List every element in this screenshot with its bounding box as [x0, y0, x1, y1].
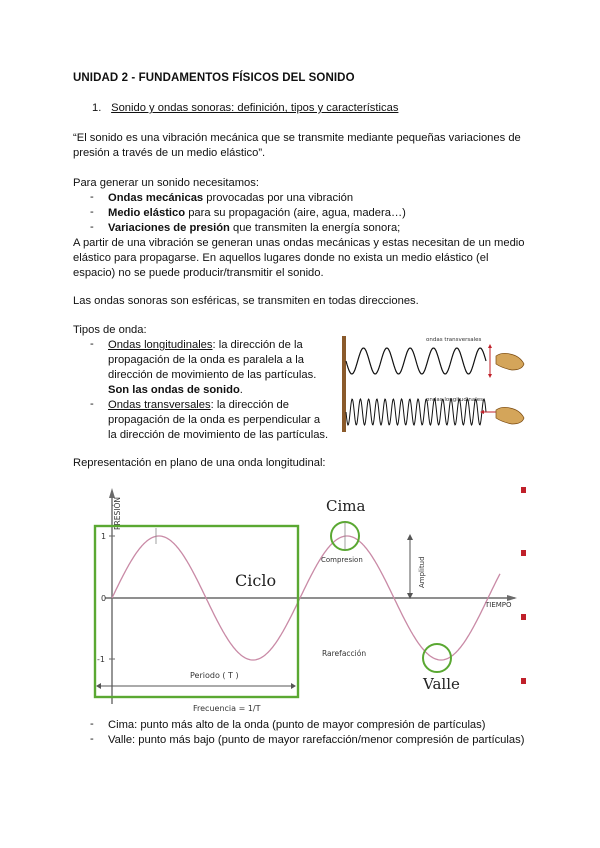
- y-tick: 0: [101, 594, 107, 603]
- need-item: Variaciones de presión que transmiten la energía sonora;: [108, 222, 401, 234]
- margin-marker: [521, 678, 526, 684]
- amplitud-label: Amplitud: [418, 556, 426, 588]
- compresion-label: Compresion: [321, 556, 363, 564]
- types-intro: Tipos de onda:: [73, 324, 147, 336]
- wave-type-transverse: Ondas transversales: la dirección de: [108, 399, 289, 411]
- y-tick: -1: [97, 655, 105, 664]
- page-title: UNIDAD 2 - FUNDAMENTOS FÍSICOS DEL SONIDO: [73, 72, 355, 84]
- cima-label: Cima: [326, 497, 366, 515]
- section-heading-text: Sonido y ondas sonoras: definición, tipos y características: [111, 102, 399, 114]
- periodo-label: Periodo ( T ): [190, 671, 239, 680]
- wave-type-longitudinal: Ondas longitudinales: la dirección de la: [108, 339, 303, 351]
- valle-circle: [423, 644, 451, 672]
- definition-line-2: presión a través de un medio elástico”.: [73, 147, 266, 159]
- x-axis-label: TIEMPO: [485, 601, 512, 609]
- valle-label: Valle: [423, 675, 460, 693]
- ciclo-label: Ciclo: [235, 571, 277, 590]
- section-heading: [92, 101, 398, 116]
- need-item: Ondas mecánicas provocadas por una vibración: [108, 192, 354, 204]
- propagation-line-2: elástico para propagarse. En aquellos lugares donde no exista un medio elástico (el: [73, 252, 489, 264]
- rarefaccion-label: Rarefacción: [322, 649, 367, 658]
- spherical-text: Las ondas sonoras son esféricas, se transmiten en todas direcciones.: [73, 295, 419, 307]
- representation-intro: Representación en plano de una onda longitudinal:: [73, 457, 326, 469]
- label-longitudinal: ondas longitudinales: [426, 397, 484, 403]
- margin-marker: [521, 487, 526, 493]
- propagation-line-3: espacio) no se puede producir/transmitir el sonido.: [73, 267, 324, 279]
- label-transverse: ondas transversales: [426, 337, 482, 343]
- bullet-cima: Cima: punto más alto de la onda (punto de mayor compresión de partículas): [108, 719, 486, 731]
- margin-marker: [521, 614, 526, 620]
- bullet-valle: Valle: punto más bajo (punto de mayor rarefacción/menor compresión de partículas): [108, 734, 525, 746]
- document-page: UNIDAD 2 - FUNDAMENTOS FÍSICOS DEL SONIDO 1. Sonido y ondas sonoras: definición, tipos y características “El sonido es una vibración mecánica que se transmite mediante pequeñas variaciones de presión a través de un medio elástico”. Para generar un sonido necesitamos: - Ondas mecánicas provocadas por una vibración - Medio elástico para su propagación (aire, agua, madera…) - Variaciones de presión que transmiten la energía sonora; A partir de una vibración se generan unas ondas mecánicas y estas necesitan de un medio elástico para propagarse. En aquellos lugares donde no exista un medio elástico (el espacio) no se puede producir/transmitir el sonido. Las ondas sonoras son esféricas, se transmiten en todas direcciones. Tipos de onda: - Ondas longitudinales: la dirección de la propagación de la onda es paralela a la dirección de movimiento de las partículas. Son las ondas de sonido. - Ondas transversales: la dirección de propagación de la onda es perpendicular a la dirección de movimiento de las partículas. ondas transversales ondas longitudinales Representación en plano de una onda longitudinal: PRESIÓN TIEMPO 1 0 -1 Ciclo Periodo ( T ) Frecuencia = 1/T Cima Compresion Amplitud Rarefacción Valle - Cima: punto más alto de la onda (punto de mayor compresión de partículas) - Valle: punto más bajo (punto de mayor rarefacción/menor compresión de partículas): [0, 0, 600, 848]
- need-item: Medio elástico para su propagación (aire, agua, madera…): [108, 207, 406, 219]
- margin-marker: [521, 550, 526, 556]
- section-number: 1.: [92, 102, 102, 114]
- pressure-time-plot: [85, 478, 525, 714]
- propagation-line-1: A partir de una vibración se generan unas ondas mecánicas y estas necesitan de un medio: [73, 237, 525, 249]
- wave-types-figure: [340, 330, 530, 434]
- definition-line-1: “El sonido es una vibración mecánica que se transmite mediante pequeñas variaciones de: [73, 132, 521, 144]
- frecuencia-label: Frecuencia = 1/T: [193, 704, 261, 713]
- wall: [342, 336, 346, 432]
- needs-intro: Para generar un sonido necesitamos:: [73, 177, 259, 189]
- y-axis-label: PRESIÓN: [113, 497, 122, 530]
- y-tick: 1: [101, 532, 107, 541]
